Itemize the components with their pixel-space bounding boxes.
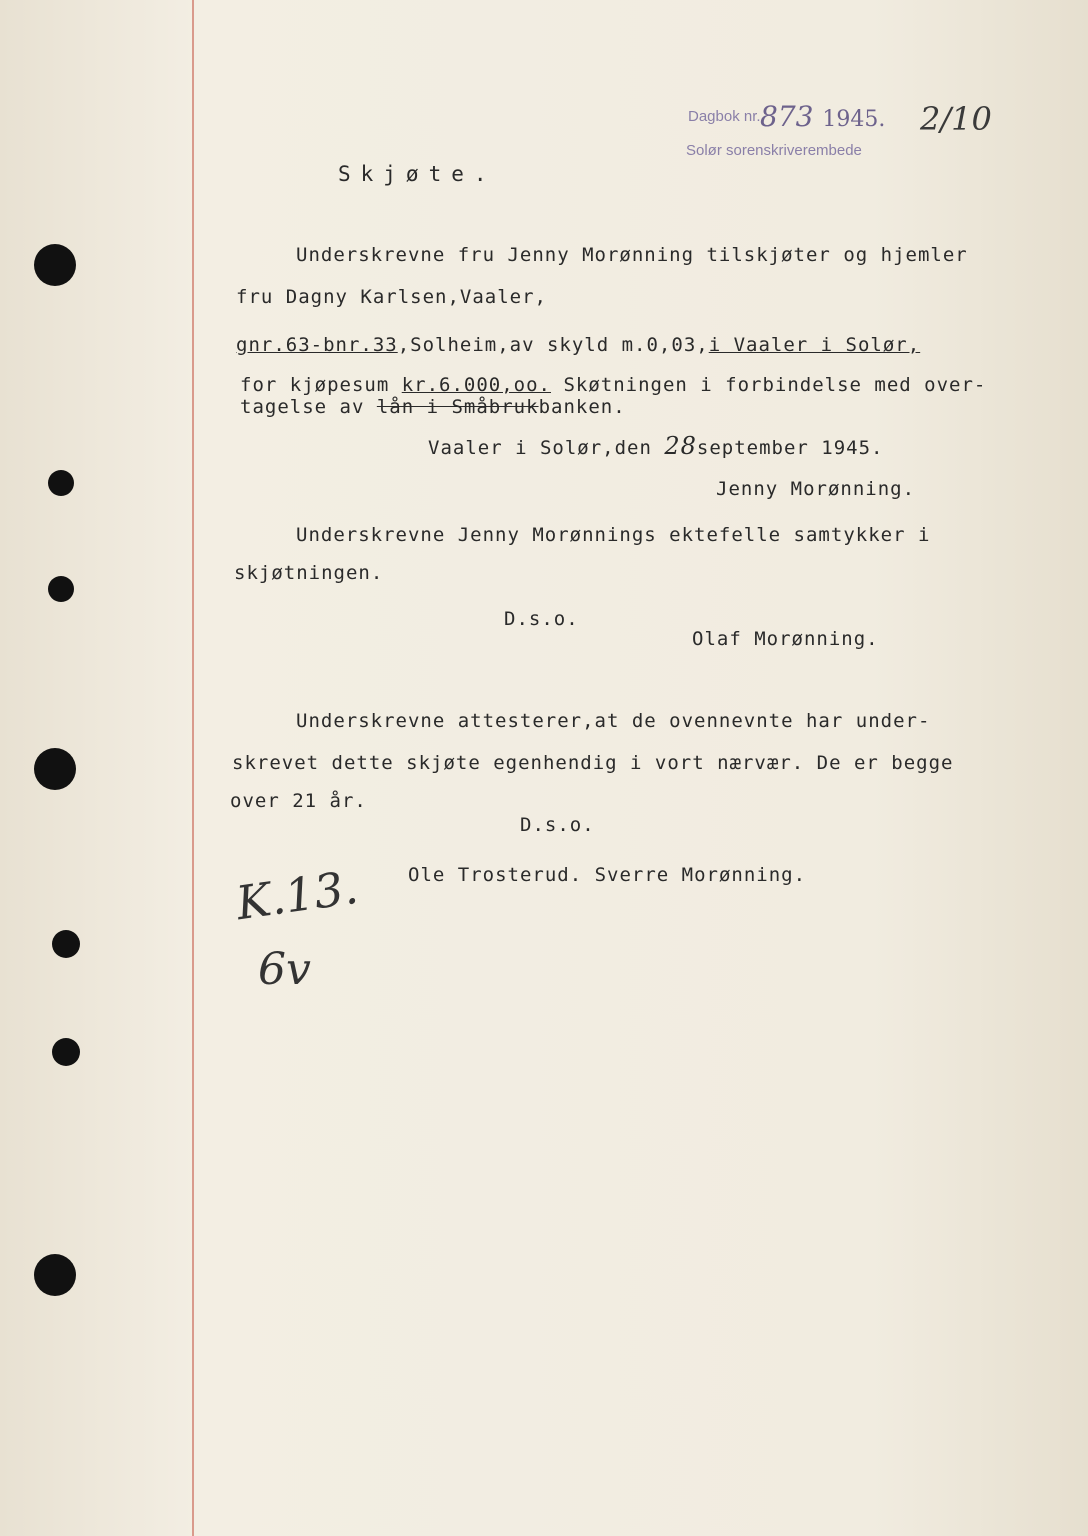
handwritten-note-1: K.13. <box>232 859 362 931</box>
margin-line <box>192 0 194 1536</box>
loan-struck: lån i Småbruk <box>376 396 539 418</box>
witness-signatures: Ole Trosterud. Sverre Morønning. <box>408 864 807 886</box>
stamp-label: Dagbok nr. <box>688 108 761 125</box>
stamp-number <box>760 100 885 133</box>
stamp-date: 2/10 <box>920 100 992 138</box>
punch-hole <box>52 1038 80 1066</box>
punch-hole <box>34 1254 76 1296</box>
price-label: for kjøpesum <box>240 374 402 396</box>
stamp-number-value: 873 <box>760 100 814 133</box>
handwritten-note-2: 6v <box>258 944 311 995</box>
punch-hole <box>48 576 74 602</box>
signature-olaf: Olaf Morønning. <box>692 628 879 650</box>
signature-jenny: Jenny Morønning. <box>716 478 916 500</box>
para1-line4 <box>240 374 986 396</box>
property-ref: gnr.63-bnr.33 <box>236 334 398 356</box>
dso-1: D.s.o. <box>504 608 579 630</box>
property-details: ,Solheim,av skyld m.0,03, <box>397 334 709 356</box>
loan-bank: banken. <box>538 396 626 418</box>
price-note: Skøtningen i forbindelse med over- <box>551 374 987 396</box>
loan-text: tagelse av <box>240 396 377 418</box>
punch-hole <box>34 748 76 790</box>
date-day: 28 <box>664 432 697 460</box>
property-location: i Vaaler i Solør, <box>708 334 921 356</box>
stamp-year: 1945. <box>822 107 886 132</box>
punch-hole <box>52 930 80 958</box>
date-rest: september 1945. <box>696 437 884 459</box>
place-date <box>428 432 884 460</box>
punch-hole <box>48 470 74 496</box>
para1-line1: Underskrevne fru Jenny Morønning tilskjøter og hjemler <box>296 244 968 266</box>
para2-line2: skjøtningen. <box>234 562 384 584</box>
para3-line3: over 21 år. <box>230 790 367 812</box>
para3-line2: skrevet dette skjøte egenhendig i vort nærvær. De er begge <box>232 752 954 774</box>
para1-line2: fru Dagny Karlsen,Vaaler, <box>236 286 547 308</box>
stamp-office: Solør sorenskriverembede <box>686 142 862 159</box>
place: Vaaler i Solør,den <box>428 437 652 459</box>
para3-line1: Underskrevne attesterer,at de ovennevnte har under- <box>296 710 931 732</box>
dso-2: D.s.o. <box>520 814 595 836</box>
para1-line3 <box>236 334 920 356</box>
para2-line1: Underskrevne Jenny Morønnings ektefelle samtykker i <box>296 524 931 546</box>
punch-hole <box>34 244 76 286</box>
price-value: kr.6.000,oo. <box>401 374 551 396</box>
para1-line5 <box>240 396 626 418</box>
document-title: Skjøte. <box>338 162 497 186</box>
